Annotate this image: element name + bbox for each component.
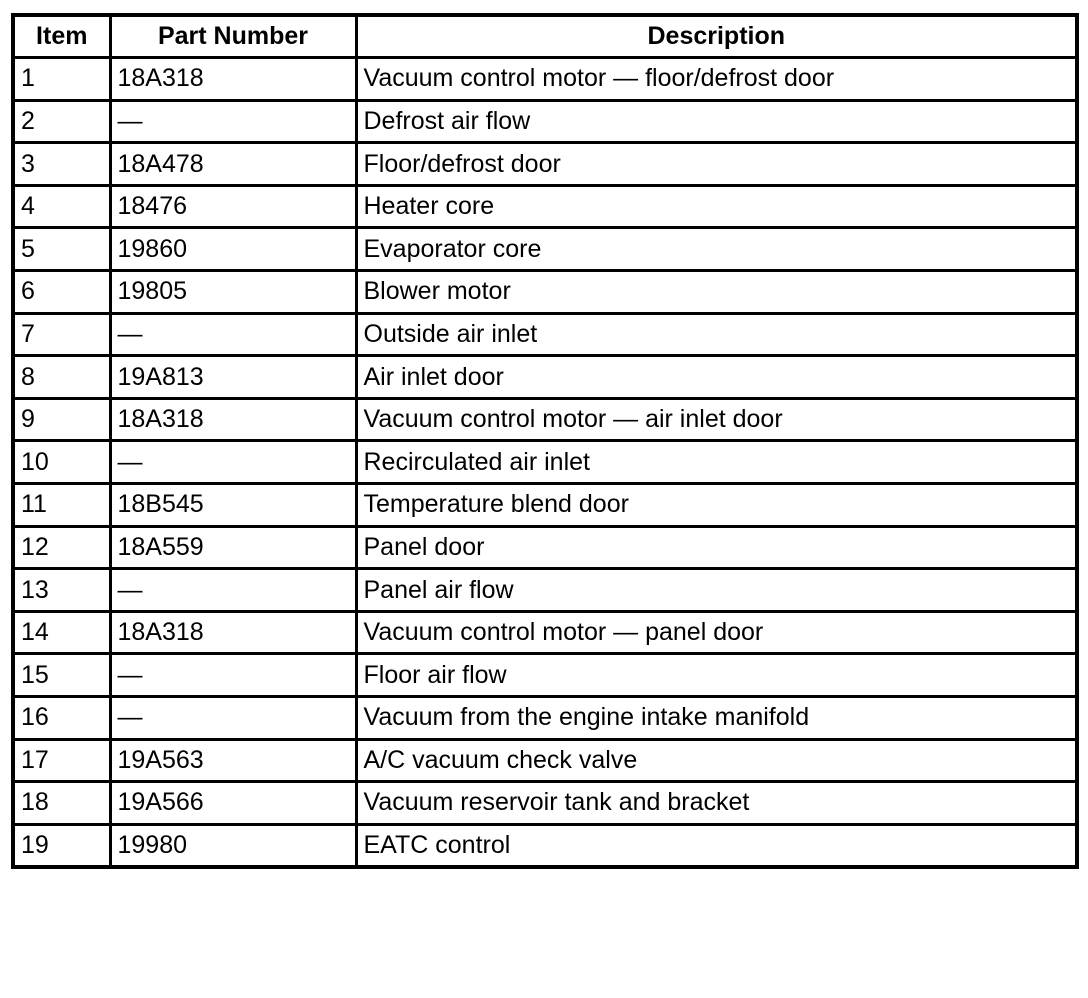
cell-part-number: 19980 — [110, 824, 356, 867]
header-description: Description — [356, 15, 1077, 58]
cell-description: Vacuum control motor — air inlet door — [356, 398, 1077, 441]
cell-description: Heater core — [356, 185, 1077, 228]
cell-part-number: — — [110, 100, 356, 143]
table-row — [13, 271, 1077, 314]
parts-table — [11, 13, 1079, 869]
cell-description: Air inlet door — [356, 356, 1077, 399]
cell-item: 17 — [13, 739, 110, 782]
table-row — [13, 356, 1077, 399]
table-header — [13, 15, 1077, 58]
cell-part-number: 18B545 — [110, 484, 356, 527]
table-row — [13, 654, 1077, 697]
cell-part-number: — — [110, 569, 356, 612]
cell-description: Panel door — [356, 526, 1077, 569]
cell-description: Vacuum reservoir tank and bracket — [356, 782, 1077, 825]
cell-part-number: 19A566 — [110, 782, 356, 825]
cell-item: 12 — [13, 526, 110, 569]
cell-part-number: 19805 — [110, 271, 356, 314]
cell-item: 10 — [13, 441, 110, 484]
cell-item: 7 — [13, 313, 110, 356]
table-row — [13, 58, 1077, 101]
cell-part-number: 18A318 — [110, 611, 356, 654]
table-row — [13, 526, 1077, 569]
cell-description: Evaporator core — [356, 228, 1077, 271]
cell-part-number: — — [110, 313, 356, 356]
header-row — [13, 15, 1077, 58]
cell-description: Blower motor — [356, 271, 1077, 314]
table-row — [13, 143, 1077, 186]
table-row — [13, 228, 1077, 271]
cell-part-number: — — [110, 697, 356, 740]
cell-item: 4 — [13, 185, 110, 228]
cell-part-number: 19A563 — [110, 739, 356, 782]
cell-description: EATC control — [356, 824, 1077, 867]
cell-part-number: 19860 — [110, 228, 356, 271]
header-item: Item — [13, 15, 110, 58]
table-row — [13, 611, 1077, 654]
cell-item: 1 — [13, 58, 110, 101]
cell-part-number: — — [110, 654, 356, 697]
cell-item: 13 — [13, 569, 110, 612]
cell-description: Defrost air flow — [356, 100, 1077, 143]
cell-part-number: 18476 — [110, 185, 356, 228]
table-row — [13, 100, 1077, 143]
header-part-number: Part Number — [110, 15, 356, 58]
cell-description: Outside air inlet — [356, 313, 1077, 356]
cell-part-number: — — [110, 441, 356, 484]
cell-item: 15 — [13, 654, 110, 697]
cell-item: 9 — [13, 398, 110, 441]
cell-part-number: 18A559 — [110, 526, 356, 569]
cell-description: Floor/defrost door — [356, 143, 1077, 186]
cell-description: Recirculated air inlet — [356, 441, 1077, 484]
table-row — [13, 441, 1077, 484]
cell-part-number: 18A318 — [110, 398, 356, 441]
cell-part-number: 19A813 — [110, 356, 356, 399]
cell-description: Temperature blend door — [356, 484, 1077, 527]
table-row — [13, 739, 1077, 782]
cell-description: Vacuum control motor — panel door — [356, 611, 1077, 654]
cell-item: 16 — [13, 697, 110, 740]
table-row — [13, 569, 1077, 612]
cell-item: 18 — [13, 782, 110, 825]
cell-part-number: 18A478 — [110, 143, 356, 186]
cell-part-number: 18A318 — [110, 58, 356, 101]
table-row — [13, 824, 1077, 867]
table-body — [13, 58, 1077, 867]
cell-item: 19 — [13, 824, 110, 867]
table-row — [13, 697, 1077, 740]
cell-description: Panel air flow — [356, 569, 1077, 612]
table-row — [13, 398, 1077, 441]
cell-description: Floor air flow — [356, 654, 1077, 697]
cell-description: A/C vacuum check valve — [356, 739, 1077, 782]
cell-item: 5 — [13, 228, 110, 271]
table-row — [13, 484, 1077, 527]
table-row — [13, 313, 1077, 356]
cell-description: Vacuum control motor — floor/defrost door — [356, 58, 1077, 101]
cell-description: Vacuum from the engine intake manifold — [356, 697, 1077, 740]
cell-item: 3 — [13, 143, 110, 186]
table-row — [13, 185, 1077, 228]
cell-item: 2 — [13, 100, 110, 143]
cell-item: 11 — [13, 484, 110, 527]
table-row — [13, 782, 1077, 825]
cell-item: 8 — [13, 356, 110, 399]
cell-item: 6 — [13, 271, 110, 314]
cell-item: 14 — [13, 611, 110, 654]
